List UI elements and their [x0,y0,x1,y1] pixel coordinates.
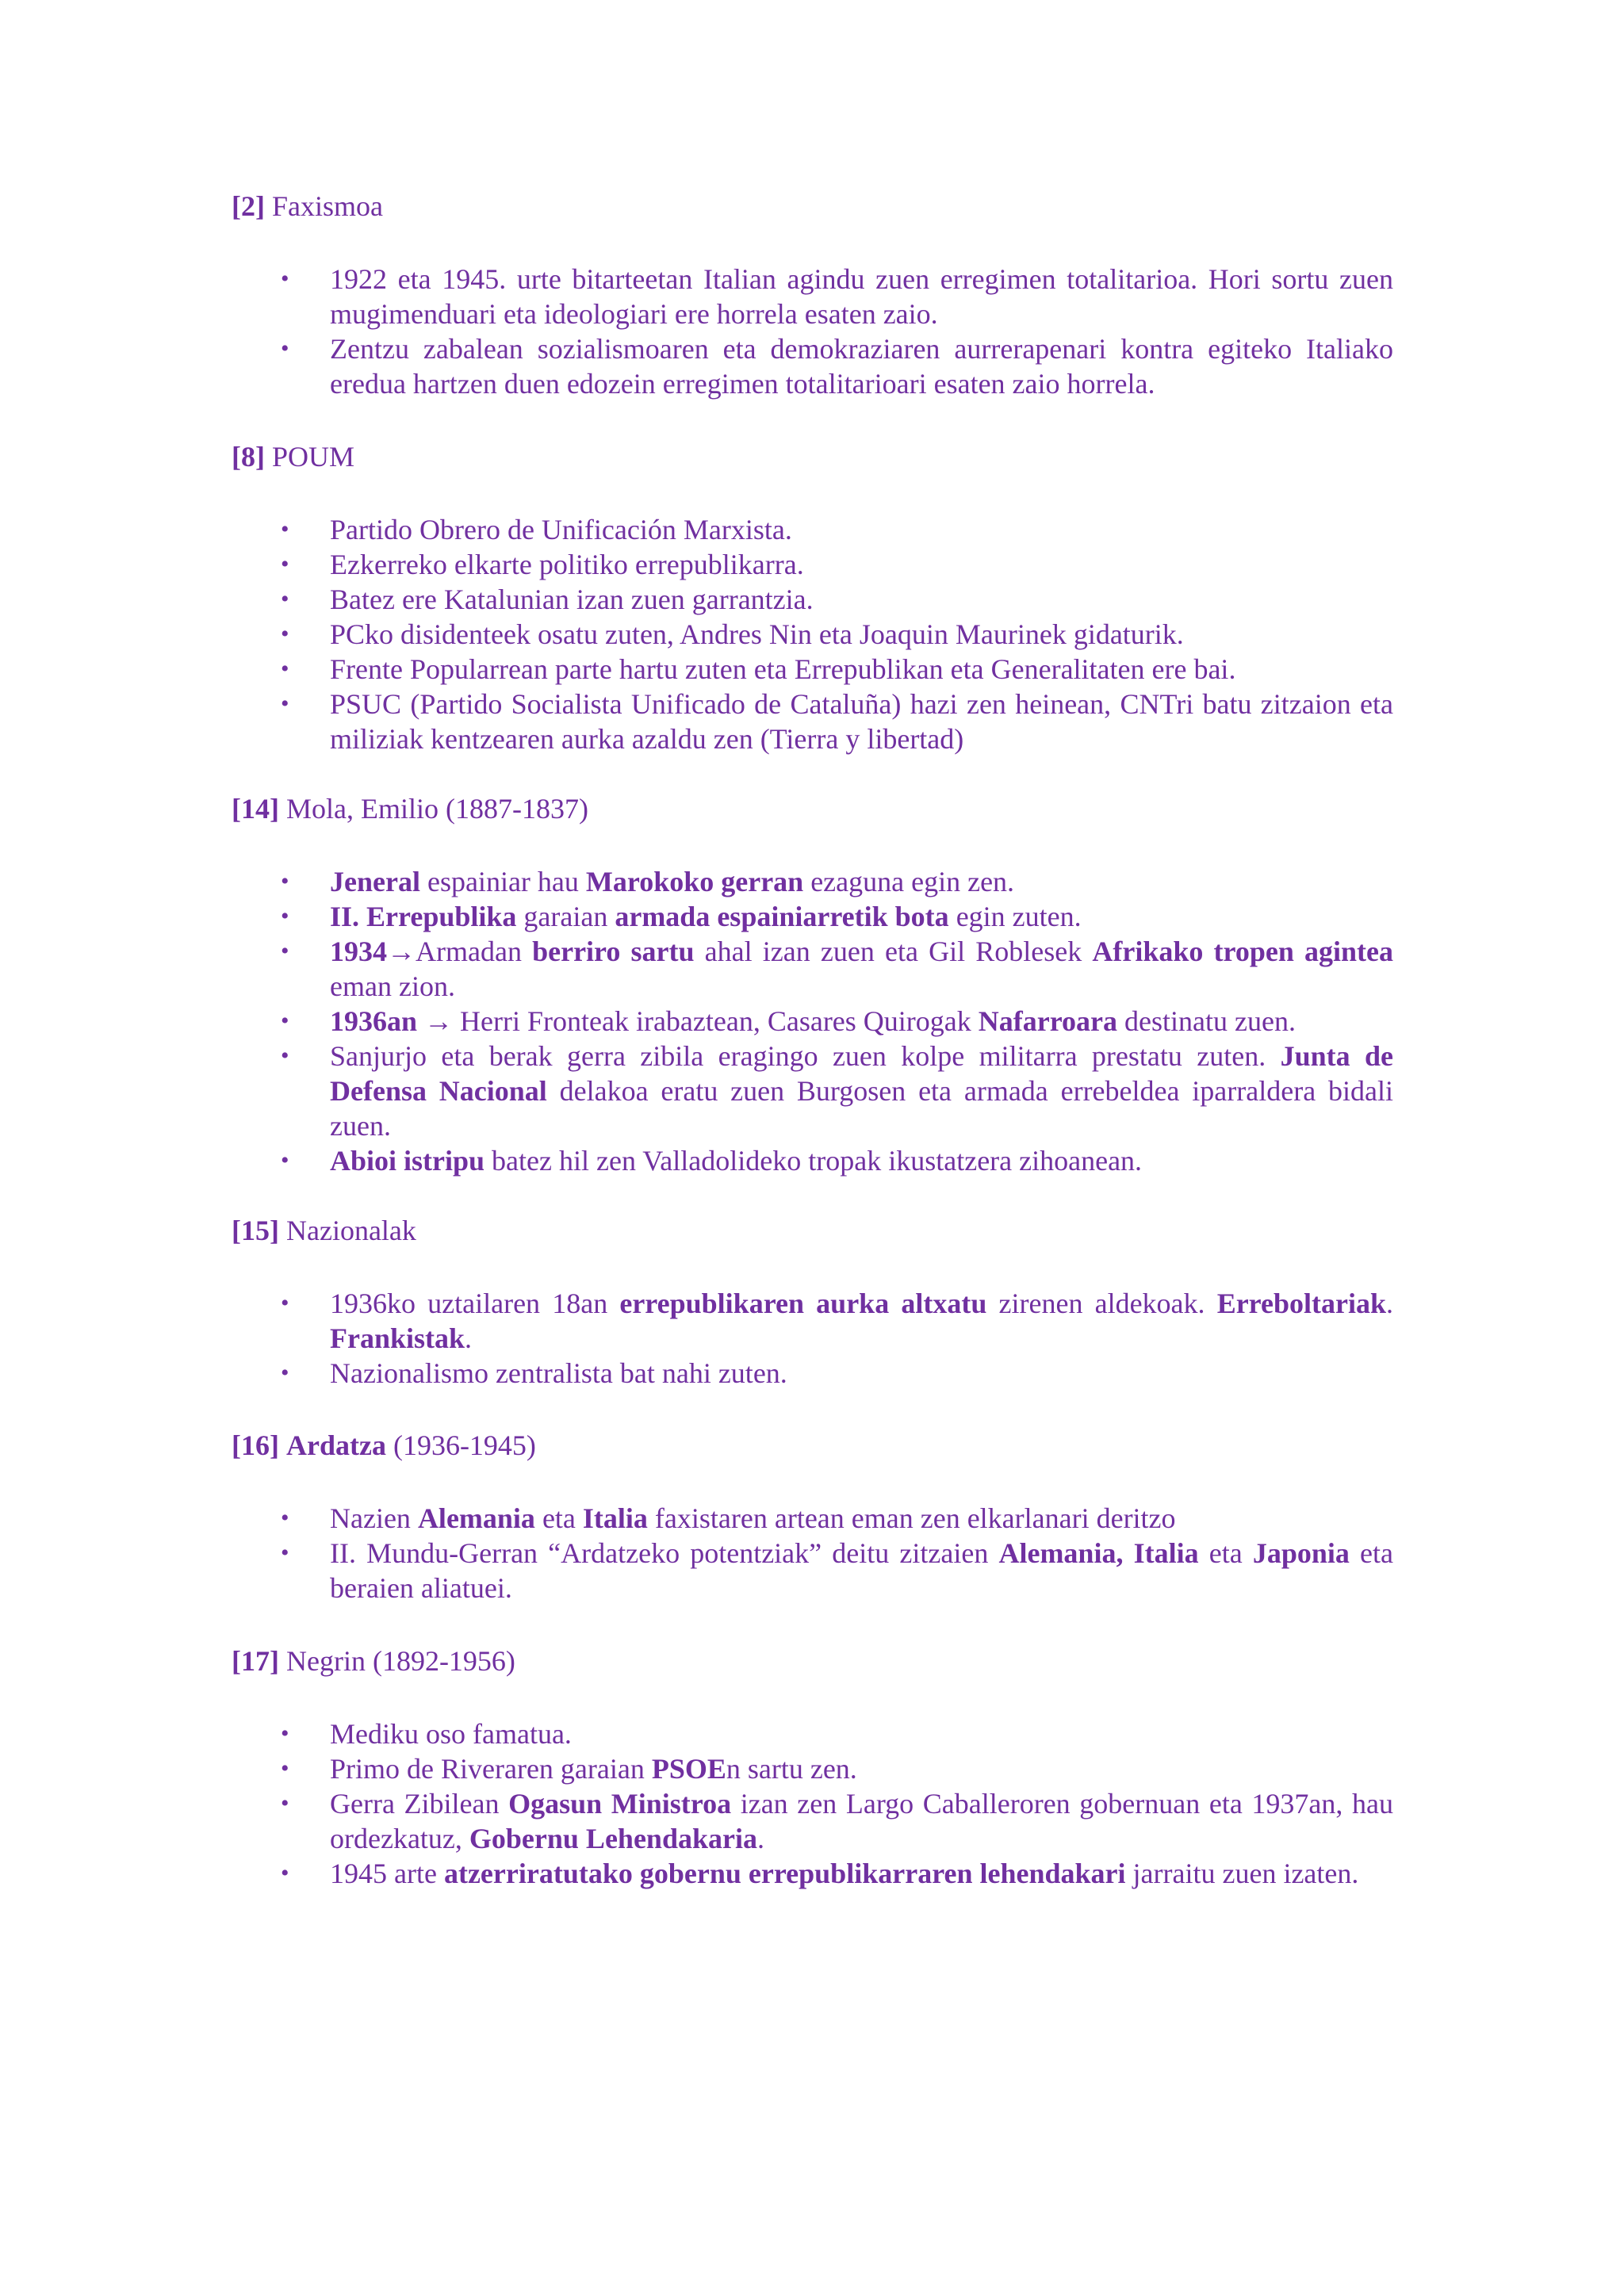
text-run: → Herri Fronteak irabaztean, Casares Quirogak [417,1005,979,1037]
text-run: faxistaren artean eman zen elkarlanari deritzo [647,1502,1176,1534]
section-heading [232,1644,1393,1678]
list-item [232,547,1393,582]
text-run: PSUC (Partido Socialista Unificado de Cataluña) hazi zen heinean, CNTri batu zitzaion eta miliziak kentzearen aurka azaldu zen (Tierra y libertad) [330,688,1393,755]
text-run: . [465,1322,473,1354]
text-run: delakoa eratu zuen Burgosen eta armada errebeldea iparraldera bidali zuen. [330,1075,1393,1142]
text-run: Primo de Riveraren garaian [330,1753,652,1785]
bold-text-run: Marokoko gerran [585,866,804,897]
bold-text-run: Alemania [417,1502,535,1534]
entry-number: [2] [232,190,265,222]
text-run: eta [534,1502,583,1534]
bullet-dot-icon: • [281,586,289,612]
bullet-list [232,1286,1393,1391]
list-item [232,934,1393,1004]
bullet-dot-icon: • [281,938,289,964]
list-item [232,1286,1393,1356]
bullet-dot-icon: • [281,1147,289,1173]
bullet-list [232,864,1393,1178]
entry-title: Ardatza [285,1429,386,1461]
section-faxismoa [232,189,1393,401]
entry-number: [16] [232,1429,279,1461]
bold-text-run: Italia [582,1502,648,1534]
section-heading [232,1428,1393,1463]
list-item [232,1786,1393,1856]
bullet-dot-icon: • [281,656,289,682]
text-run: Partido Obrero de Unificación Marxista. [330,514,792,545]
text-run: Frente Popularrean parte hartu zuten eta Errepublikan eta Generalitaten ere bai. [330,653,1236,685]
bold-text-run: Gobernu Lehendakaria [469,1823,757,1854]
bullet-dot-icon: • [281,1860,289,1886]
entry-number: [17] [232,1645,279,1677]
text-run: Gerra Zibilean [330,1788,509,1820]
bullet-dot-icon: • [281,551,289,577]
text-run: Batez ere Katalunian izan zuen garrantzia. [330,584,814,615]
bold-text-run: Afrikako tropen agintea [1092,936,1393,967]
entry-number: [8] [232,441,265,473]
list-item [232,1004,1393,1039]
bullet-dot-icon: • [281,868,289,894]
list-item [232,582,1393,617]
text-run: ezaguna egin zen. [803,866,1015,897]
bold-text-run: II. Errepublika [330,901,517,932]
text-run: egin zuten. [948,901,1082,932]
list-item [232,331,1393,401]
section-heading [232,439,1393,474]
entry-title: Faxismoa [271,190,383,222]
text-run: Sanjurjo eta berak gerra zibila eragingo zuen kolpe militarra prestatu zuten. [330,1040,1281,1072]
section-nazionalak [232,1213,1393,1391]
text-run: II. Mundu-Gerran “Ardatzeko potentziak” deitu zitzaien [330,1537,999,1569]
bullet-dot-icon: • [281,1505,289,1531]
list-item [232,1536,1393,1605]
bullet-dot-icon: • [281,1008,289,1034]
bullet-dot-icon: • [281,1043,289,1069]
text-run: →Armadan [387,936,533,967]
entry-number: [14] [232,793,279,825]
bold-text-run: Junta de Defensa Nacional [330,1040,1393,1107]
bold-text-run: errepublikaren aurka altxatu [619,1288,987,1319]
section-poum [232,439,1393,756]
bold-text-run: Erreboltariak [1216,1288,1386,1319]
text-run: Nazionalismo zentralista bat nahi zuten. [330,1357,787,1389]
list-item [232,512,1393,547]
bold-text-run: Jeneral [330,866,420,897]
text-run: . [1386,1288,1393,1319]
list-item [232,652,1393,687]
text-run: ahal izan zuen eta Gil Roblesek [694,936,1093,967]
text-run: Nazien [330,1502,418,1534]
list-item [232,1039,1393,1143]
text-run: Ezkerreko elkarte politiko errepublikarra. [330,549,804,580]
bold-text-run: Alemania, Italia [998,1537,1199,1569]
bullet-list [232,1716,1393,1891]
section-heading [232,791,1393,826]
text-run: n sartu zen. [726,1753,857,1785]
text-run: eta beraien aliatuei. [330,1537,1393,1604]
bold-text-run: atzerriratutako gobernu errepublikarraren lehendakari [443,1858,1126,1889]
list-item [232,864,1393,899]
bullet-dot-icon: • [281,1720,289,1747]
list-item [232,617,1393,652]
entry-title: POUM [271,441,355,473]
section-negrin [232,1644,1393,1891]
text-run: Zentzu zabalean sozialismoaren eta demokraziaren aurrerapenari kontra egiteko Italiako eredua hartzen duen edozein erregimen totalitarioari esaten zaio horrela. [330,333,1393,400]
text-run: 1922 eta 1945. urte bitarteetan Italian agindu zuen erregimen totalitarioa. Hori sortu zuen mugimenduari eta ideologiari ere horrela esaten zaio. [330,263,1393,330]
list-item [232,1356,1393,1391]
text-run: eta [1198,1537,1253,1569]
bullet-dot-icon: • [281,1540,289,1566]
text-run: Mediku oso famatua. [330,1718,572,1750]
text-run: garaian [516,901,615,932]
bullet-dot-icon: • [281,903,289,929]
entry-title: Nazionalak [285,1215,416,1246]
bold-text-run: Nafarroara [978,1005,1118,1037]
text-run: PCko disidenteek osatu zuten, Andres Nin eta Joaquin Maurinek gidaturik. [330,618,1184,650]
text-run: izan zen Largo Caballeroren gobernuan eta 1937an, hau ordezkatuz, [330,1788,1393,1854]
list-item [232,899,1393,934]
list-item [232,1751,1393,1786]
section-ardatza [232,1428,1393,1605]
entry-title: Negrin (1892-1956) [285,1645,515,1677]
list-item [232,1501,1393,1536]
bullet-list [232,512,1393,756]
text-run: espainiar hau [419,866,586,897]
bold-text-run: berriro sartu [532,936,695,967]
bullet-dot-icon: • [281,1790,289,1816]
bold-text-run: armada espainiarretik bota [615,901,949,932]
entry-number: [15] [232,1215,279,1246]
entry-title-suffix: (1936-1945) [385,1429,536,1461]
section-heading [232,189,1393,224]
bullet-dot-icon: • [281,691,289,717]
text-run: 1945 arte [330,1858,444,1889]
bold-text-run: 1936an [330,1005,418,1037]
list-item [232,687,1393,756]
bold-text-run: PSOE [651,1753,726,1785]
bold-text-run: Japonia [1252,1537,1350,1569]
list-item [232,1143,1393,1178]
bullet-dot-icon: • [281,335,289,362]
bullet-dot-icon: • [281,1755,289,1781]
text-run: 1936ko uztailaren 18an [330,1288,620,1319]
list-item [232,262,1393,331]
bullet-list [232,1501,1393,1605]
section-heading [232,1213,1393,1248]
text-run: zirenen aldekoak. [986,1288,1217,1319]
bullet-dot-icon: • [281,1290,289,1316]
section-mola-emilio [232,791,1393,1178]
text-run: . [756,1823,764,1854]
list-item [232,1716,1393,1751]
bullet-list [232,262,1393,401]
bullet-dot-icon: • [281,516,289,542]
entry-title: Mola, Emilio (1887-1837) [285,793,588,825]
bullet-dot-icon: • [281,1360,289,1386]
bold-text-run: Abioi istripu [330,1145,485,1177]
bold-text-run: 1934 [330,936,387,967]
bold-text-run: Ogasun Ministroa [508,1788,732,1820]
bullet-dot-icon: • [281,621,289,647]
text-run: jarraitu zuen izaten. [1125,1858,1359,1889]
text-run: destinatu zuen. [1117,1005,1296,1037]
bold-text-run: Frankistak [330,1322,465,1354]
text-run: batez hil zen Valladolideko tropak ikustatzera zihoanean. [485,1145,1143,1177]
list-item [232,1856,1393,1891]
bullet-dot-icon: • [281,266,289,292]
text-run: eman zion. [330,970,455,1002]
